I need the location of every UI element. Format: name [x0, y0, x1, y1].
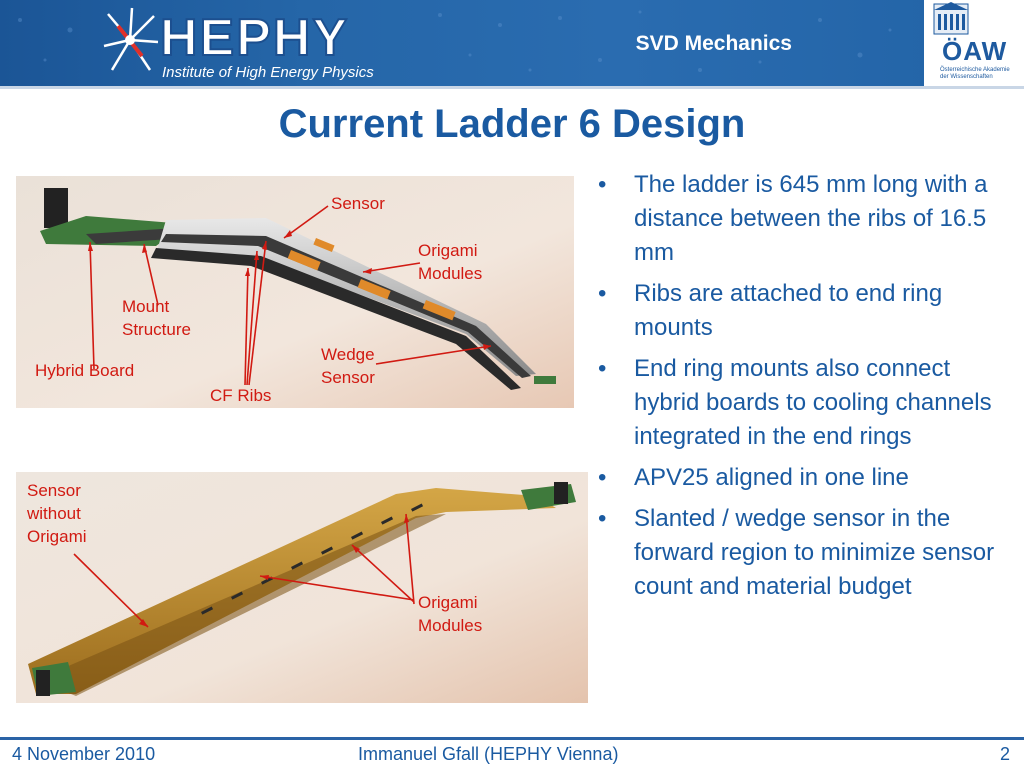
hephy-logo-subtitle: Institute of High Energy Physics — [162, 64, 374, 81]
oaw-logo-subtitle — [940, 67, 1010, 81]
label-origami-bottom-line-2: Modules — [418, 616, 483, 635]
particle-burst-icon — [100, 6, 162, 76]
label-sensor-line-3: Origami — [27, 527, 87, 546]
label-cf-ribs: CF Ribs — [210, 386, 272, 405]
label-hybrid-board: Hybrid Board — [35, 361, 135, 380]
oaw-subtitle-line-1: Österreichische Akademie — [940, 67, 1010, 73]
bullet-item: • End ring mounts also connect hybrid boards to cooling channels integrated in the end rings — [592, 352, 1002, 454]
label-sensor-line-1: Sensor — [27, 481, 81, 500]
bullet-item: • The ladder is 645 mm long with a distance between the ribs of 16.5 mm — [592, 168, 1002, 270]
label-sensor: Sensor — [331, 194, 385, 213]
footer-page-number: 2 — [1000, 744, 1011, 764]
label-mount-line-2: Structure — [122, 320, 191, 339]
footer-date: 4 November 2010 — [12, 744, 156, 764]
label-wedge-line-1: Wedge — [321, 345, 375, 364]
header-banner — [0, 0, 1024, 86]
academy-building-icon — [924, 0, 1024, 40]
hephy-logo — [100, 6, 400, 84]
label-origami-bottom-line-1: Origami — [418, 593, 478, 612]
footer-divider — [0, 737, 1024, 740]
oaw-logo — [924, 0, 1024, 86]
label-wedge-line-2: Sensor — [321, 368, 375, 387]
section-title: SVD Mechanics — [635, 32, 792, 55]
label-wedge-sensor — [321, 343, 375, 389]
hephy-logo-text: HEPHY — [160, 9, 350, 67]
footer-author: Immanuel Gfall (HEPHY Vienna) — [358, 744, 619, 764]
label-origami-modules-bottom — [418, 591, 482, 637]
bullet-item: • APV25 aligned in one line — [592, 461, 1002, 495]
label-mount-structure — [122, 295, 191, 341]
ladder-render-without-origami — [16, 472, 588, 703]
bullet-list — [592, 168, 1002, 611]
oaw-subtitle-line-2: der Wissenschaften — [940, 74, 993, 80]
slide-title: Current Ladder 6 Design — [278, 102, 746, 146]
label-mount-line-1: Mount — [122, 297, 170, 316]
label-sensor-line-2: without — [27, 504, 81, 523]
label-origami-line-1: Origami — [418, 241, 478, 260]
label-sensor-without-origami — [27, 479, 87, 548]
bullet-item: • Slanted / wedge sensor in the forward region to minimize sensor count and material budget — [592, 502, 1002, 604]
ladder-render-bottom-image — [16, 472, 588, 703]
label-origami-modules-top — [418, 239, 482, 285]
label-origami-line-2: Modules — [418, 264, 483, 283]
header-divider — [0, 86, 1024, 89]
bullet-item: • Ribs are attached to end ring mounts — [592, 277, 1002, 345]
oaw-logo-text: ÖAW — [942, 36, 1008, 66]
